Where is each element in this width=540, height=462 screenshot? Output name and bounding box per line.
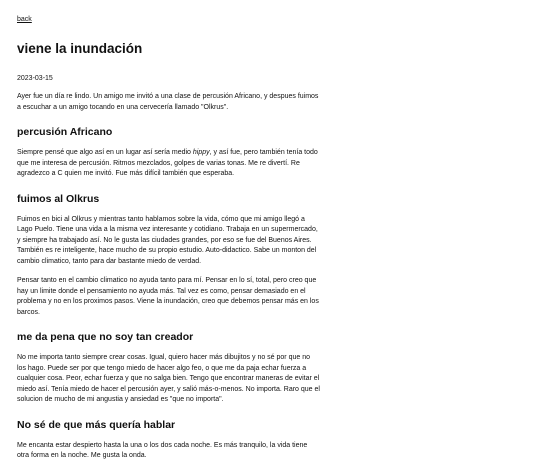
section-heading-no-se: No sé de que más quería hablar	[17, 418, 176, 431]
section-heading-percusion: percusión Africano	[17, 126, 113, 138]
section-paragraph-no-se: Me encanta estar despierto hasta la una o los dos cada noche. Es más tranquilo, la vida tiene otra forma en la noche. Me gusta la onda.	[17, 441, 308, 459]
intro-paragraph: Ayer fue un día re lindo. Un amigo me invitó a una clase de percusión Africano, y despues fuimos a escuchar a un amigo tocando en una cervecería llamado "Olkrus".	[17, 93, 319, 111]
post-date: 2023-03-15	[17, 75, 53, 82]
paragraph-text: Siempre pensé que algo así en un lugar así sería medio	[17, 149, 193, 156]
section-heading-creador: me da pena que no soy tan creador	[17, 331, 194, 343]
section-heading-olkrus: fuimos al Olkrus	[17, 192, 100, 205]
emphasis-text: hippy	[192, 149, 210, 156]
section-paragraph-creador: No me importa tanto siempre crear cosas. Igual, quiero hacer más dibujitos y no sé por que no los hago. Puede ser por que tengo miedo de hacer algo feo, o que me da paja echar fuerza a cualquier cosa. Peor, echar fuerza y que no salga bien. Tengo que encontrar maneras de evitar el miedo así. Tenía miedo de hacer el percusión ayer, y salió más-o-menos. No importa. Raro que el solucion de mucho de mi angustia y ansiedad es "que no importa".	[17, 354, 320, 403]
paragraph-text: , y así fue, pero también tenía todo que me interesa de percusión. Ritmos mezclados, golpes de varias tonas. Me re divertí. Re agradezco a C quien me invitó. Fue más difícil también que esperaba.	[17, 149, 318, 177]
post-title: viene la inundación	[17, 41, 143, 56]
back-link[interactable]: back	[17, 16, 32, 23]
section-paragraph-percusion	[17, 148, 320, 180]
section-paragraph-olkrus-1: Fuimos en bici al Olkrus y mientras tanto hablamos sobre la vida, cómo que mi amigo llegó a Lago Puelo. Tiene una vida a la misma vez interesante y cotidiano. Trabaja en un supermercado, y siempre ha trabajado así. No le gusta las ciudades grandes, por eso se fue del Buenos Aires. También es re inteligente, hace mucho de su propio estudio. Auto-didactico. Sabe un monton del cambio climatico, tanto para dar bastante miedo de verdad.	[17, 215, 318, 265]
section-paragraph-olkrus-2: Pensar tanto en el cambio climatico no ayuda tanto para mí. Pensar en lo sí, total, pero creo que hay un limite donde el pensamiento no ayuda más. Tal vez es como, pensar demasiado en el problema y no en los proximos pasos. Viene la inundación, creo que debemos pensar más en los barcos.	[17, 277, 319, 316]
